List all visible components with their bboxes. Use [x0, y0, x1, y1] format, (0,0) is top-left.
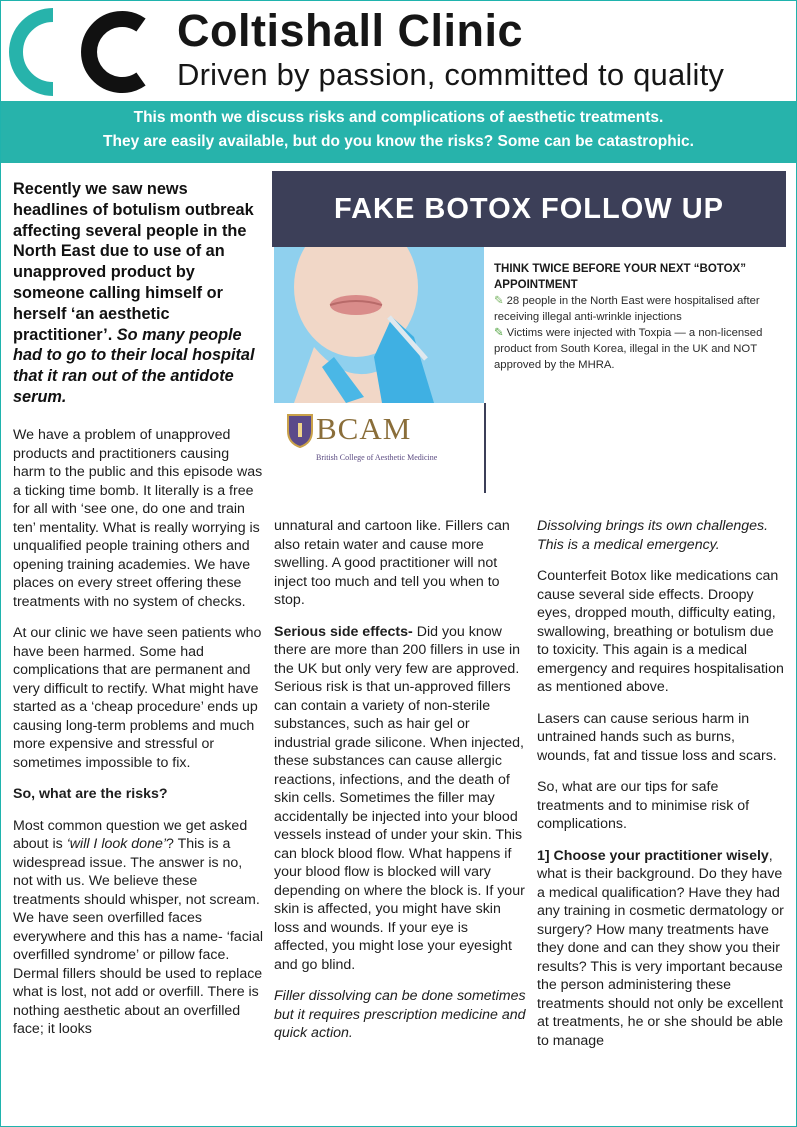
banner-line-2: They are easily available, but do you know the risks? Some can be catastrophic.	[103, 133, 694, 150]
intro-italic-text: So many people had to go to their local hospital that it ran out of the antidote serum.	[13, 325, 255, 406]
col3-paragraph-2: Counterfeit Botox like medications can cause several side effects. Droopy eyes, dropped mouth, difficulty eating, swallowing, breathing or botulism due to toxicity. This again is a medical emergency and requires hospitalisation as mentioned above.	[537, 568, 784, 695]
banner-line-1: This month we discuss risks and complications of aesthetic treatments.	[133, 109, 664, 126]
note-item	[494, 293, 784, 325]
tip-1-heading: 1] Choose your practitioner wisely	[537, 847, 769, 864]
col1-paragraph-3	[13, 817, 265, 1039]
column-2	[274, 517, 526, 1056]
col1-paragraph-2: At our clinic we have seen patients who have been harmed. Some had complications that are permanent and very difficult to rectify. What might have started as a ‘cheap procedure’ ends up causing long-term problems and much more expensive and stressful or sometimes impossible to fix.	[13, 625, 262, 771]
cc-logo-icon	[9, 7, 159, 97]
col1-p3-start: Most common question we get asked about is	[13, 817, 248, 852]
col1-p3-end: ? This is a widespread issue. The answer is no, not with us. We believe these treatments should whisper, not scream. We have seen overfilled faces everywhere and this has a name- ‘facial overfilled syndrome’ or pillow face. Dermal fillers should be used to replace what is lost, not add or overfill. There is nothing aesthetic about an overfilled face; it looks	[13, 836, 263, 1037]
risks-heading: So, what are the risks?	[13, 786, 168, 802]
feature-box	[272, 171, 786, 493]
intro-banner	[1, 101, 796, 163]
bcam-logo	[274, 403, 484, 493]
face-injection-image	[274, 247, 484, 403]
col3-paragraph-1: Dissolving brings its own challenges. This is a medical emergency.	[537, 518, 769, 553]
feature-notes	[494, 261, 784, 373]
clinic-tagline: Driven by passion, committed to quality	[177, 57, 725, 92]
col2-paragraph-2	[274, 623, 526, 975]
intro-paragraph	[13, 179, 265, 408]
note-point-2: Victims were injected with Toxpia — a non-licensed product from South Korea, illegal in the UK and NOT approved by the MHRA.	[494, 327, 763, 371]
col1-p3-italic: ‘will I look done’	[66, 836, 167, 852]
bcam-name: BCAM	[316, 411, 412, 446]
col3-paragraph-5	[537, 847, 787, 1051]
syringe-icon: ✎	[494, 327, 507, 339]
shield-icon	[286, 413, 314, 449]
column-3	[537, 517, 787, 1063]
bcam-full-name: British College of Aesthetic Medicine	[316, 453, 438, 462]
column-1	[13, 426, 265, 1052]
col2-paragraph-1: unnatural and cartoon like. Fillers can also retain water and cause more swelling. A good practitioner will not inject too much and tell you when to stop.	[274, 518, 510, 608]
side-effects-heading: Serious side effects-	[274, 623, 413, 640]
col2-p2-text: Did you know there are more than 200 fillers in use in the UK but only very few are approved. Serious risk is that un-approved fillers can contain a variety of non-sterile substances, such as hair gel or industrial grade silicone. When injected, these substances can cause allergic reactions, infections, and the death of skin cells. Sometimes the filler may accidentally be injected into your blood vessels instead of under your skin. This can block blood flow. What happens if your blood flow is blocked will vary depending on where the block is. If your skin is affected, you might have skin loss and wounds. If your eye is affected, you might lose your eyesight and go blind.	[274, 623, 525, 973]
note-point-1: 28 people in the North East were hospitalised after receiving illegal anti-wrinkle injections	[494, 295, 760, 323]
col3-paragraph-4: So, what are our tips for safe treatments and to minimise risk of complications.	[537, 779, 750, 832]
header	[1, 1, 796, 101]
feature-title: FAKE BOTOX FOLLOW UP	[272, 171, 786, 247]
syringe-icon: ✎	[494, 295, 507, 307]
clinic-name: Coltishall Clinic	[177, 5, 524, 56]
feature-divider	[484, 403, 486, 493]
note-item	[494, 325, 784, 373]
intro-bold-text: Recently we saw news headlines of botulism outbreak affecting several people in the North East due to use of an unapproved product by someone calling himself or herself ‘an aesthetic practitioner’.	[13, 180, 254, 344]
col3-p5-text: , what is their background. Do they have a medical qualification? Have they had any training in cosmetic dermatology or surgery? How many treatments have they done and can they show you their results? This is very important because the person administering these treatments should not only be excellent at treatments, he or she should be able to manage	[537, 847, 784, 1049]
col1-paragraph-1: We have a problem of unapproved products and practitioners causing harm to the public and this episode was a ticking time bomb. It literally is a free for all with ‘see one, do one and train ten’ mentality. What is really worrying is unqualified people training others and opening training academies. We have places on every street offering these treatments with no system of checks.	[13, 427, 263, 610]
col2-paragraph-3: Filler dissolving can be done sometimes but it requires prescription medicine and quick action.	[274, 988, 526, 1041]
col3-paragraph-3: Lasers can cause serious harm in untrained hands such as burns, wounds, fat and tissue loss and scars.	[537, 710, 777, 764]
notes-heading: THINK TWICE BEFORE YOUR NEXT “BOTOX” APPOINTMENT	[494, 263, 746, 291]
